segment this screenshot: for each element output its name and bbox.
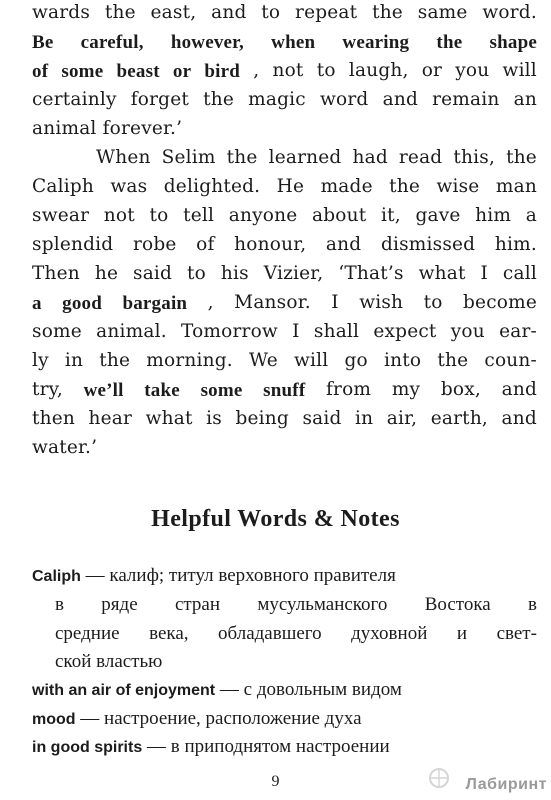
word: в <box>55 594 64 615</box>
word: said <box>302 408 342 429</box>
story-line <box>32 294 537 313</box>
word: my <box>391 379 421 400</box>
word: word. <box>482 2 537 23</box>
word: some <box>61 61 104 82</box>
word: shall <box>313 321 360 342</box>
story-line <box>32 178 537 197</box>
word: the <box>436 32 463 53</box>
word: word <box>320 89 369 110</box>
word: dismissed <box>380 234 476 255</box>
word: мусульманского <box>257 594 388 615</box>
word: not <box>272 60 304 81</box>
story-line <box>96 149 537 168</box>
word: I <box>331 292 339 313</box>
word: to <box>187 263 206 284</box>
word: learned <box>268 147 342 168</box>
word: air, <box>386 408 418 429</box>
story-line <box>32 91 537 110</box>
word: you <box>455 60 490 81</box>
word: to <box>261 2 281 23</box>
glossary-definition: — настроение, расположение духа <box>75 708 362 729</box>
glossary-definition-line: ской властью <box>55 651 163 672</box>
word: when <box>271 32 316 53</box>
word: Selim <box>161 147 216 168</box>
word: laugh, <box>348 60 409 81</box>
page-number: 9 <box>271 773 280 790</box>
word: it, <box>380 205 401 226</box>
word: I <box>292 321 300 342</box>
word: is <box>206 408 222 429</box>
word: bird <box>204 61 241 82</box>
word: стран <box>174 594 221 615</box>
word: call <box>502 263 537 284</box>
word: being <box>235 408 289 429</box>
word: wish <box>359 292 404 313</box>
glossary-definition: — с довольным видом <box>215 679 402 700</box>
word: the <box>437 350 469 371</box>
word: We <box>249 350 278 371</box>
word: the <box>372 2 403 23</box>
story-line <box>32 207 537 226</box>
word: will <box>294 350 329 371</box>
word: him. <box>494 234 537 255</box>
word: Tomorrow <box>180 321 278 342</box>
word: not <box>103 205 135 226</box>
word: certainly <box>32 89 117 110</box>
glossary-entry <box>32 566 396 585</box>
word: shape <box>489 32 537 53</box>
word: Caliph <box>32 176 94 197</box>
word: some <box>200 380 243 401</box>
word: morning. <box>146 350 233 371</box>
word: in <box>355 408 374 429</box>
notes-heading: Helpful Words & Notes <box>151 506 400 532</box>
word: a <box>525 205 537 226</box>
word: take <box>144 380 180 401</box>
word: , <box>207 292 214 313</box>
word: had <box>352 147 388 168</box>
story-line <box>32 352 537 371</box>
word: bargain <box>122 293 188 314</box>
word: good <box>62 293 103 314</box>
word: обладавшего <box>218 623 322 644</box>
word: go <box>344 350 368 371</box>
story-line <box>32 120 182 139</box>
word: the <box>104 2 136 23</box>
word: to <box>316 60 336 81</box>
word: ряде <box>101 594 138 615</box>
word: beast <box>116 61 160 82</box>
glossary-definition: — калиф; титул верховного правителя <box>80 565 396 586</box>
word: however, <box>170 32 245 53</box>
glossary-definition: — в приподнятом настроении <box>142 736 390 757</box>
word: an <box>513 89 537 110</box>
word: and <box>211 2 247 23</box>
word: to <box>423 292 443 313</box>
glossary-definition-line <box>55 624 537 643</box>
story-line <box>32 410 537 429</box>
word: animal. <box>96 321 167 342</box>
word: coun- <box>484 350 537 371</box>
word: Востока <box>424 594 491 615</box>
text-run: water.’ <box>32 437 98 458</box>
word: splendid <box>32 234 114 255</box>
word: he <box>94 263 119 284</box>
glossary-term: with an air of enjoyment <box>32 682 216 699</box>
story-line <box>32 62 537 81</box>
word: try, <box>32 379 63 400</box>
word: delighted. <box>163 176 261 197</box>
word: Be <box>32 32 54 53</box>
word: wise <box>436 176 480 197</box>
word: same <box>417 2 468 23</box>
word: snuff <box>263 380 306 401</box>
story-line <box>32 4 537 23</box>
word: и <box>456 623 468 644</box>
word: honour, <box>234 234 307 255</box>
word: When <box>96 147 151 168</box>
word: ‘That’s <box>338 263 404 284</box>
word: east, <box>150 2 197 23</box>
word: свет- <box>496 623 537 644</box>
story-line <box>32 33 537 52</box>
word: what <box>418 263 466 284</box>
word: в <box>528 594 537 615</box>
word: the <box>226 147 258 168</box>
word: and <box>501 408 537 429</box>
word: to <box>149 205 169 226</box>
word: tell <box>183 205 215 226</box>
word: ear- <box>499 321 537 342</box>
word: remain <box>432 89 500 110</box>
story-line <box>32 265 537 284</box>
word: careful, <box>80 32 144 53</box>
word: become <box>463 292 537 313</box>
glossary-term: Caliph <box>32 568 81 585</box>
watermark-text: Лабиринт <box>465 776 547 793</box>
glossary-entry <box>32 737 390 756</box>
word: robe <box>132 234 177 255</box>
word: magic <box>248 89 306 110</box>
word: man <box>495 176 537 197</box>
word: into <box>384 350 422 371</box>
word: this, <box>453 147 496 168</box>
word: gave <box>415 205 461 226</box>
word: from <box>326 379 372 400</box>
word: a <box>32 293 42 314</box>
word: was <box>110 176 148 197</box>
word: box, <box>440 379 481 400</box>
word: some <box>32 321 82 342</box>
word: Vizier, <box>263 263 324 284</box>
word: , <box>253 60 260 81</box>
story-line <box>32 439 97 458</box>
word: read <box>398 147 443 168</box>
word: wards <box>32 2 91 23</box>
word: and <box>325 234 362 255</box>
word: века, <box>149 623 189 644</box>
word: in <box>64 350 84 371</box>
word: средние <box>55 623 120 644</box>
word: earth, <box>430 408 489 429</box>
word: then <box>32 408 76 429</box>
story-line <box>32 381 537 400</box>
word: we’ll <box>83 380 124 401</box>
word: ly <box>32 350 49 371</box>
word: him <box>475 205 512 226</box>
word: духовной <box>351 623 428 644</box>
word: forget <box>130 89 190 110</box>
word: what <box>145 408 193 429</box>
word: He <box>276 176 305 197</box>
word: his <box>220 263 249 284</box>
word: Mansor. <box>234 292 311 313</box>
word: and <box>501 379 537 400</box>
word: the <box>389 176 421 197</box>
glossary-entry <box>32 680 402 699</box>
glossary-term: mood <box>32 711 76 728</box>
word: the <box>203 89 235 110</box>
word: or <box>421 60 443 81</box>
word: repeat <box>295 2 358 23</box>
word: and <box>382 89 418 110</box>
glossary-entry <box>32 709 362 728</box>
word: hear <box>88 408 133 429</box>
glossary-term: in good spirits <box>32 739 143 756</box>
word: wearing <box>342 32 410 53</box>
word: I <box>480 263 489 284</box>
word: will <box>502 60 537 81</box>
text-run: animal forever.’ <box>32 118 183 139</box>
word: of <box>32 61 49 82</box>
word: or <box>172 61 192 82</box>
word: Then <box>32 263 80 284</box>
word: swear <box>32 205 90 226</box>
word: made <box>320 176 373 197</box>
word: of <box>196 234 215 255</box>
word: the <box>99 350 131 371</box>
word: anyone <box>228 205 298 226</box>
word: the <box>506 147 537 168</box>
word: about <box>312 205 367 226</box>
word: you <box>450 321 485 342</box>
word: expect <box>373 321 437 342</box>
word: said <box>133 263 173 284</box>
glossary-definition-line <box>55 595 537 614</box>
story-line <box>32 236 537 255</box>
story-line <box>32 323 537 342</box>
